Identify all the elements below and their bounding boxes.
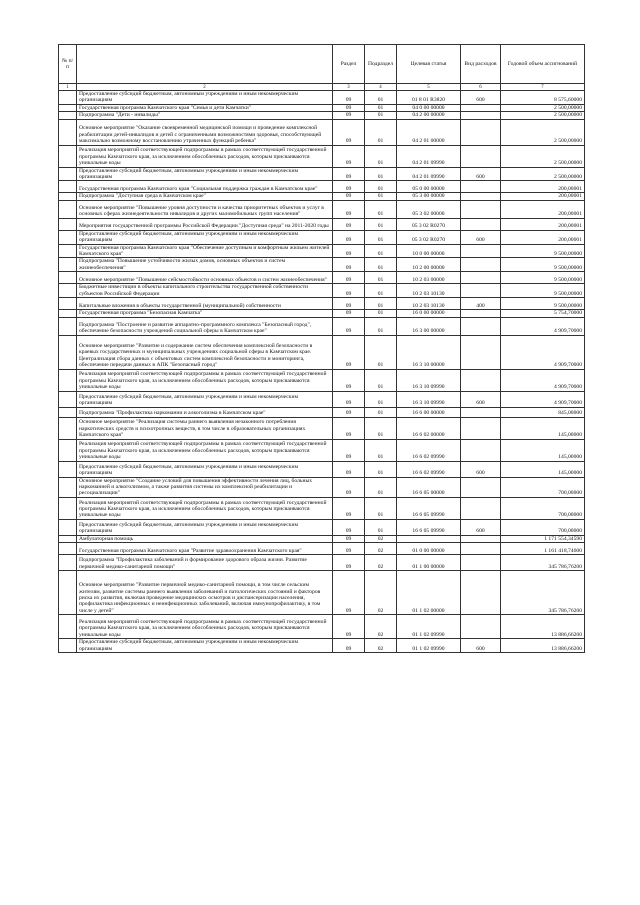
table-row <box>59 298 585 310</box>
row-vr <box>461 543 501 555</box>
row-razdel: 09 <box>333 335 365 369</box>
row-number <box>59 167 77 181</box>
row-sum: 845,00000 <box>501 407 585 417</box>
row-razdel: 09 <box>333 272 365 284</box>
row-vr: 600 <box>461 461 501 477</box>
row-podrazdel: 02 <box>365 615 397 639</box>
row-name: Реализация мероприятий соответствующей подпрограммы в рамках соответствующей государственной программы Камчатского края, за исключением обособленных расходов, которым присваиваются уникальные коды <box>77 497 333 519</box>
row-podrazdel: 01 <box>365 230 397 244</box>
table-row <box>59 639 585 653</box>
row-vr <box>461 407 501 417</box>
row-razdel: 09 <box>333 477 365 497</box>
row-vr <box>461 555 501 571</box>
row-sum: 2 500,00000 <box>501 145 585 167</box>
row-sum: 200,00001 <box>501 230 585 244</box>
row-sum: 4 909,70000 <box>501 335 585 369</box>
row-sum: 145,00000 <box>501 439 585 461</box>
row-sum: 700,00000 <box>501 519 585 535</box>
row-name: Предоставление субсидий бюджетным, автономным учреждениям и иным некоммерческим организациям <box>77 91 333 105</box>
row-sum: 200,00001 <box>501 218 585 230</box>
row-podrazdel: 01 <box>365 91 397 105</box>
row-vr <box>461 284 501 298</box>
column-number: 1 <box>59 84 77 91</box>
row-vr <box>461 258 501 272</box>
row-sum: 700,00000 <box>501 497 585 519</box>
row-vr <box>461 369 501 391</box>
row-csr: 16 3 10 09990 <box>397 369 461 391</box>
row-number <box>59 497 77 519</box>
row-number <box>59 298 77 310</box>
row-razdel: 09 <box>333 615 365 639</box>
row-vr <box>461 317 501 335</box>
row-razdel: 09 <box>333 193 365 200</box>
row-vr: 600 <box>461 91 501 105</box>
row-sum: 145,00000 <box>501 461 585 477</box>
table-row <box>59 571 585 615</box>
row-number <box>59 200 77 218</box>
row-name: Подпрограмма "Повышение устойчивости жилых домов, основных объектов и систем жизнеобеспечения" <box>77 258 333 272</box>
row-sum: 4 909,70000 <box>501 391 585 407</box>
column-number: 5 <box>397 84 461 91</box>
row-podrazdel: 01 <box>365 477 397 497</box>
row-sum: 8 575,60000 <box>501 91 585 105</box>
row-podrazdel: 01 <box>365 317 397 335</box>
row-name: Государственная программа Камчатского края "Обеспечение доступным и комфортным жильем жителей Камчатского края" <box>77 244 333 258</box>
row-vr: 600 <box>461 391 501 407</box>
row-vr <box>461 200 501 218</box>
row-razdel: 09 <box>333 119 365 145</box>
row-number <box>59 284 77 298</box>
column-number-row <box>59 84 585 91</box>
row-name: Подпрограмма "Доступная среда в Камчатском крае" <box>77 193 333 200</box>
row-razdel: 09 <box>333 369 365 391</box>
row-name: Подпрограмма "Дети - инвалиды" <box>77 112 333 119</box>
row-razdel: 09 <box>333 407 365 417</box>
row-csr: 05 3 02 R0270 <box>397 218 461 230</box>
table-row <box>59 417 585 439</box>
row-number <box>59 230 77 244</box>
row-vr <box>461 104 501 111</box>
table-row <box>59 284 585 298</box>
row-name: Государственная программа Камчатского края "Развитие здравоохранения Камчатского края" <box>77 543 333 555</box>
row-razdel: 09 <box>333 497 365 519</box>
table-row <box>59 555 585 571</box>
table-row <box>59 218 585 230</box>
row-number <box>59 407 77 417</box>
row-name: Реализация мероприятий соответствующей подпрограммы в рамках соответствующей государственной программы Камчатского края, за исключением обособленных расходов, которым присваиваются уникальные коды <box>77 439 333 461</box>
table-row <box>59 167 585 181</box>
row-vr <box>461 119 501 145</box>
row-csr: 01 1 02 00000 <box>397 571 461 615</box>
row-sum: 345 786,76200 <box>501 555 585 571</box>
row-sum: 2 500,00000 <box>501 112 585 119</box>
row-csr: 04 2 01 00000 <box>397 119 461 145</box>
row-csr: 16 0 00 00000 <box>397 310 461 317</box>
row-podrazdel: 02 <box>365 571 397 615</box>
row-vr <box>461 181 501 193</box>
row-number <box>59 181 77 193</box>
row-csr: 10 2 03 10130 <box>397 298 461 310</box>
table-row <box>59 497 585 519</box>
row-number <box>59 335 77 369</box>
row-podrazdel: 01 <box>365 193 397 200</box>
row-razdel: 09 <box>333 200 365 218</box>
row-csr: 16 6 02 00000 <box>397 417 461 439</box>
table-row <box>59 461 585 477</box>
column-number: 3 <box>333 84 365 91</box>
row-number <box>59 571 77 615</box>
row-csr: 10 2 03 00000 <box>397 272 461 284</box>
table-row <box>59 91 585 105</box>
table-row <box>59 535 585 542</box>
column-number: 4 <box>365 84 397 91</box>
row-csr: 16 3 00 00000 <box>397 317 461 335</box>
row-name: Основное мероприятие "Повышение уровня доступности и качества приоритетных объектов и услуг в основных сферах жизнедеятельности инвалидов и других маломобильных групп населения" <box>77 200 333 218</box>
row-name: Основное мероприятие "Развитие первичной медико-санитарной помощи, в том числе сельским жителям, развитие системы раннего выявления заболеваний и патологических состояний и факторов риска их развития, включая проведение медицинских осмотров и диспансеризации населения, профилактика инфекционных и неинфекционных заболеваний, включая иммунопрофилактику, в том числе у детей" <box>77 571 333 615</box>
row-vr <box>461 193 501 200</box>
row-vr <box>461 615 501 639</box>
row-sum: 9 500,00000 <box>501 258 585 272</box>
column-number: 6 <box>461 84 501 91</box>
row-csr: 05 3 02 00000 <box>397 200 461 218</box>
row-vr <box>461 497 501 519</box>
column-number: 2 <box>77 84 333 91</box>
row-number <box>59 519 77 535</box>
row-csr: 16 6 00 00000 <box>397 407 461 417</box>
row-vr <box>461 310 501 317</box>
row-vr <box>461 244 501 258</box>
row-sum: 1 161 418,74600 <box>501 543 585 555</box>
row-number <box>59 310 77 317</box>
row-number <box>59 218 77 230</box>
row-podrazdel: 01 <box>365 407 397 417</box>
row-razdel: 09 <box>333 639 365 653</box>
row-podrazdel: 01 <box>365 439 397 461</box>
row-sum: 9 500,00000 <box>501 298 585 310</box>
table-row <box>59 543 585 555</box>
header-name <box>77 45 333 84</box>
row-csr: 16 3 10 00000 <box>397 335 461 369</box>
row-sum: 2 500,00000 <box>501 167 585 181</box>
row-number <box>59 112 77 119</box>
row-podrazdel: 02 <box>365 639 397 653</box>
row-name: Бюджетные инвестиции в объекты капитального строительства государственной собственности субъектов Российской Федерации <box>77 284 333 298</box>
row-name: Предоставление субсидий бюджетным, автономным учреждениям и иным некоммерческим организациям <box>77 639 333 653</box>
row-number <box>59 272 77 284</box>
row-number <box>59 145 77 167</box>
header-vr: Вид расходов <box>461 45 501 84</box>
row-podrazdel: 01 <box>365 119 397 145</box>
row-number <box>59 543 77 555</box>
row-razdel: 09 <box>333 244 365 258</box>
row-number <box>59 639 77 653</box>
row-sum: 200,00001 <box>501 200 585 218</box>
row-podrazdel: 01 <box>365 104 397 111</box>
row-name: Предоставление субсидий бюджетным, автономным учреждениям и иным некоммерческим организациям <box>77 519 333 535</box>
row-name: Мероприятия государственной программы Российской Федерации "Доступная среда" на 2011-2020 годы <box>77 218 333 230</box>
table-row <box>59 258 585 272</box>
row-podrazdel: 01 <box>365 181 397 193</box>
row-razdel: 09 <box>333 258 365 272</box>
row-sum: 4 909,70000 <box>501 317 585 335</box>
row-name: Предоставление субсидий бюджетным, автономным учреждениям и иным некоммерческим организациям <box>77 167 333 181</box>
table-row <box>59 519 585 535</box>
row-number <box>59 317 77 335</box>
row-csr: 05 3 00 00000 <box>397 193 461 200</box>
row-number <box>59 391 77 407</box>
table-row <box>59 193 585 200</box>
row-name: Подпрограмма "Профилактика заболеваний и формирование здорового образа жизни. Развитие первичной медико-санитарной помощи" <box>77 555 333 571</box>
row-podrazdel: 01 <box>365 369 397 391</box>
row-podrazdel: 01 <box>365 497 397 519</box>
table-row <box>59 145 585 167</box>
row-name: Амбулаторная помощь <box>77 535 333 542</box>
row-sum: 9 500,00000 <box>501 272 585 284</box>
row-vr <box>461 477 501 497</box>
row-csr: 04 2 01 09990 <box>397 145 461 167</box>
row-number <box>59 439 77 461</box>
row-name: Реализация мероприятий соответствующей подпрограммы в рамках соответствующей государственной программы Камчатского края, за исключением обособленных расходов, которым присваиваются уникальные коды <box>77 369 333 391</box>
row-razdel: 09 <box>333 461 365 477</box>
row-name: Государственная программа Камчатского края "Семья и дети Камчатки" <box>77 104 333 111</box>
row-podrazdel: 01 <box>365 272 397 284</box>
row-vr: 600 <box>461 519 501 535</box>
table-row <box>59 477 585 497</box>
row-vr <box>461 145 501 167</box>
row-sum: 200,00001 <box>501 181 585 193</box>
row-podrazdel: 02 <box>365 543 397 555</box>
row-razdel: 09 <box>333 218 365 230</box>
row-number <box>59 91 77 105</box>
row-razdel: 09 <box>333 145 365 167</box>
row-podrazdel: 02 <box>365 555 397 571</box>
row-podrazdel: 01 <box>365 298 397 310</box>
row-podrazdel: 01 <box>365 310 397 317</box>
row-csr: 16 6 05 09990 <box>397 519 461 535</box>
row-number <box>59 119 77 145</box>
row-name: Основное мероприятие "Реализация системы раннего выявления незаконного потребления наркотических средств и психотропных веществ, в том числе в образовательных организациях Камчатского края" <box>77 417 333 439</box>
row-csr: 16 6 05 00000 <box>397 477 461 497</box>
row-razdel: 09 <box>333 284 365 298</box>
row-number <box>59 555 77 571</box>
row-podrazdel: 01 <box>365 112 397 119</box>
row-csr: 01 0 00 00000 <box>397 543 461 555</box>
row-name: Подпрограмма "Построение и развитие аппаратно-программного комплекса "Безопасный город", обеспечение безопасности учреждений социальной сферы в Камчатском крае" <box>77 317 333 335</box>
budget-table <box>58 44 585 653</box>
row-name: Предоставление субсидий бюджетным, автономным учреждениям и иным некоммерческим организациям <box>77 461 333 477</box>
table-row <box>59 391 585 407</box>
row-csr: 01 1 00 00000 <box>397 555 461 571</box>
row-podrazdel: 01 <box>365 391 397 407</box>
row-csr: 16 6 02 09990 <box>397 461 461 477</box>
row-podrazdel: 02 <box>365 535 397 542</box>
row-razdel: 09 <box>333 317 365 335</box>
row-number <box>59 104 77 111</box>
row-podrazdel: 01 <box>365 200 397 218</box>
row-number <box>59 461 77 477</box>
row-name: Основное мероприятие "Развитие и содержание систем обеспечения комплексной безопасности в краевых государственных и муниципальных учреждениях социальной сферы в Камчатском крае. Централизация сбора данных с объектовых систем комплексной безопасности и мониторинга, обеспечение передачи данных в АПК "Безопасный город" <box>77 335 333 369</box>
row-vr: 600 <box>461 167 501 181</box>
row-name: Предоставление субсидий бюджетным, автономным учреждениям и иным некоммерческим организациям <box>77 230 333 244</box>
row-sum: 9 500,00000 <box>501 284 585 298</box>
row-name: Капитальные вложения в объекты государственной (муниципальной) собственности <box>77 298 333 310</box>
row-vr <box>461 112 501 119</box>
table-row <box>59 272 585 284</box>
row-vr <box>461 417 501 439</box>
row-number <box>59 535 77 542</box>
row-name: Основное мероприятие "Повышение сейсмостойкости основных объектов и систем жизнеобеспечения" <box>77 272 333 284</box>
row-sum: 13 886,66200 <box>501 639 585 653</box>
table-row <box>59 369 585 391</box>
column-number: 7 <box>501 84 585 91</box>
row-csr <box>397 535 461 542</box>
row-razdel: 09 <box>333 91 365 105</box>
row-name: Реализация мероприятий соответствующей подпрограммы в рамках соответствующей государственной программы Камчатского края, за исключением обособленных расходов, которым присваиваются уникальные коды <box>77 615 333 639</box>
row-csr: 01 1 02 09990 <box>397 639 461 653</box>
row-csr: 16 6 05 09990 <box>397 497 461 519</box>
row-sum: 200,00001 <box>501 193 585 200</box>
table-row <box>59 317 585 335</box>
row-razdel: 09 <box>333 519 365 535</box>
row-vr <box>461 571 501 615</box>
row-name: Предоставление субсидий бюджетным, автономным учреждениям и иным некоммерческим организациям <box>77 391 333 407</box>
row-razdel: 09 <box>333 167 365 181</box>
table-row <box>59 310 585 317</box>
row-podrazdel: 01 <box>365 335 397 369</box>
row-vr: 600 <box>461 230 501 244</box>
header-num: № п/п <box>59 45 77 84</box>
row-number <box>59 615 77 639</box>
row-name: Подпрограмма "Профилактика наркомании и алкоголизма в Камчатском крае" <box>77 407 333 417</box>
row-podrazdel: 01 <box>365 284 397 298</box>
row-razdel: 09 <box>333 391 365 407</box>
row-podrazdel: 01 <box>365 218 397 230</box>
row-csr: 10 0 00 00000 <box>397 244 461 258</box>
row-podrazdel: 01 <box>365 461 397 477</box>
row-sum: 5 754,70000 <box>501 310 585 317</box>
table-row <box>59 181 585 193</box>
row-number <box>59 369 77 391</box>
row-podrazdel: 01 <box>365 167 397 181</box>
row-csr: 01 8 01 R3820 <box>397 91 461 105</box>
row-razdel: 09 <box>333 230 365 244</box>
header-csr: Целевая статья <box>397 45 461 84</box>
table-row <box>59 104 585 111</box>
header-podrazdel: Подраздел <box>365 45 397 84</box>
row-razdel: 09 <box>333 439 365 461</box>
row-sum: 2 500,00000 <box>501 119 585 145</box>
row-sum: 700,00000 <box>501 477 585 497</box>
row-vr <box>461 535 501 542</box>
table-row <box>59 615 585 639</box>
row-podrazdel: 01 <box>365 258 397 272</box>
row-podrazdel: 01 <box>365 519 397 535</box>
row-razdel: 09 <box>333 181 365 193</box>
row-podrazdel: 01 <box>365 244 397 258</box>
row-sum: 2 500,00000 <box>501 104 585 111</box>
row-csr: 04 2 01 09990 <box>397 167 461 181</box>
row-razdel: 09 <box>333 571 365 615</box>
row-vr <box>461 335 501 369</box>
row-razdel: 09 <box>333 104 365 111</box>
row-sum: 145,00000 <box>501 417 585 439</box>
row-sum: 1 171 554,34590 <box>501 535 585 542</box>
row-csr: 05 0 00 00000 <box>397 181 461 193</box>
row-podrazdel: 01 <box>365 417 397 439</box>
row-number <box>59 258 77 272</box>
row-razdel: 09 <box>333 535 365 542</box>
row-csr: 10 2 03 10130 <box>397 284 461 298</box>
row-csr: 16 3 10 09990 <box>397 391 461 407</box>
row-razdel: 09 <box>333 310 365 317</box>
row-csr: 16 6 02 09990 <box>397 439 461 461</box>
row-name: Основное мероприятие "Создание условий для повышения эффективности лечения лиц, больных наркоманией и алкоголизмом, а также развития системы их комплексной реабилитации и ресоциализации" <box>77 477 333 497</box>
header-sum: Годовой объем ассигнований <box>501 45 585 84</box>
row-name: Государственная программа Камчатского края "Социальная поддержка граждан в Камчатском крае" <box>77 181 333 193</box>
row-name: Реализация мероприятий соответствующей подпрограммы в рамках соответствующей государственной программы Камчатского края, за исключением обособленных расходов, которым присваиваются уникальные коды <box>77 145 333 167</box>
row-csr: 05 3 02 R0270 <box>397 230 461 244</box>
row-podrazdel: 01 <box>365 145 397 167</box>
row-csr: 10 2 00 00000 <box>397 258 461 272</box>
row-sum: 13 886,66200 <box>501 615 585 639</box>
row-razdel: 09 <box>333 112 365 119</box>
header-razdel: Раздел <box>333 45 365 84</box>
row-razdel: 09 <box>333 417 365 439</box>
row-sum: 4 909,70000 <box>501 369 585 391</box>
row-name: Основное мероприятие "Оказание своевременной медицинской помощи и проведение комплексной реабилитации детей-инвалидов и детей с ограниченными возможностями здоровья, способствующей максимально возможному восстановлению утраченных функций ребенка" <box>77 119 333 145</box>
row-number <box>59 477 77 497</box>
row-sum: 9 500,00000 <box>501 244 585 258</box>
row-name: Государственная программа "Безопасная Камчатка" <box>77 310 333 317</box>
header-row <box>59 45 585 84</box>
row-number <box>59 244 77 258</box>
table-row <box>59 439 585 461</box>
table-row <box>59 335 585 369</box>
table-row <box>59 112 585 119</box>
table-row <box>59 244 585 258</box>
row-number <box>59 193 77 200</box>
table-row <box>59 230 585 244</box>
row-number <box>59 417 77 439</box>
row-razdel: 09 <box>333 543 365 555</box>
row-vr <box>461 272 501 284</box>
table-row <box>59 119 585 145</box>
row-sum: 345 786,76200 <box>501 571 585 615</box>
table-row <box>59 407 585 417</box>
row-vr <box>461 439 501 461</box>
row-csr: 01 1 02 09990 <box>397 615 461 639</box>
row-vr: 400 <box>461 298 501 310</box>
row-csr: 04 2 00 00000 <box>397 112 461 119</box>
row-razdel: 09 <box>333 555 365 571</box>
table-row <box>59 200 585 218</box>
row-csr: 04 0 00 00000 <box>397 104 461 111</box>
row-vr <box>461 218 501 230</box>
row-vr: 600 <box>461 639 501 653</box>
row-razdel: 09 <box>333 298 365 310</box>
